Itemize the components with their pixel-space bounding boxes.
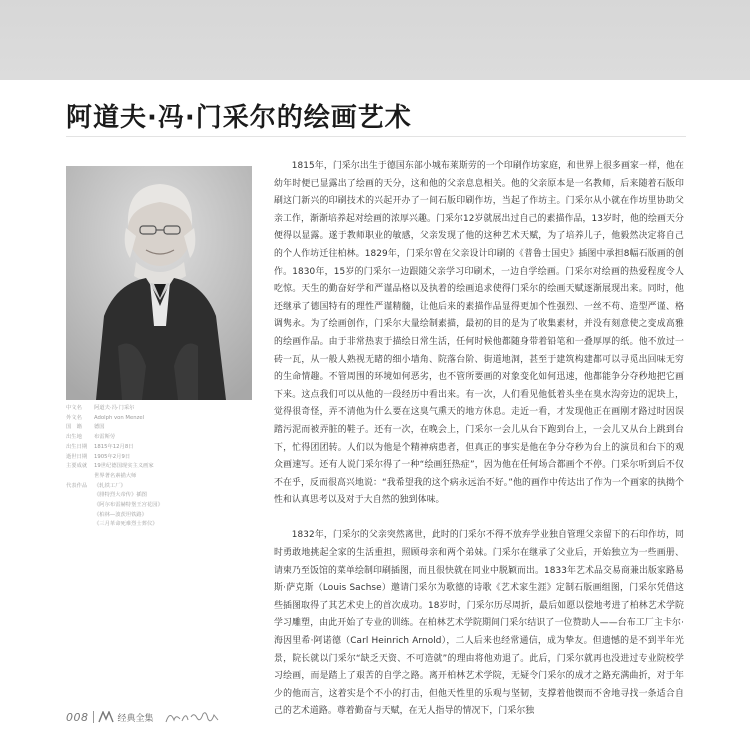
footer-divider xyxy=(93,711,94,723)
caption-label: 主要成就 xyxy=(66,463,88,470)
caption-label: 代表作品 xyxy=(66,482,88,489)
page-title: 阿道夫·冯·门采尔的绘画艺术 xyxy=(66,103,412,133)
caption-value: Adolph von Menzel xyxy=(94,414,145,421)
page-number: 008 xyxy=(66,710,89,724)
caption-work: 《柏林—波茨坦铁路》 xyxy=(94,511,147,518)
caption-label: 国 籍 xyxy=(66,424,82,431)
series-logo-icon xyxy=(98,711,114,723)
caption-value: 世界著名素描大师 xyxy=(94,472,137,479)
caption-row xyxy=(66,462,256,472)
title-divider xyxy=(66,136,686,137)
top-gray-band xyxy=(0,0,750,80)
caption-value: 阿道夫·冯·门采尔 xyxy=(94,405,135,411)
caption-label: 出生地 xyxy=(66,434,82,441)
signature-image xyxy=(164,708,220,726)
caption-label xyxy=(66,472,94,482)
paragraph: 1815年，门采尔出生于德国东部小城布莱斯劳的一个印刷作坊家庭，和世界上很多画家一样，他在幼年时便已显露出了绘画的天分，这和他的父亲息息相关。他的父亲原本是一名教师，后来随着石版印刷这门新兴的印刷技术的兴起开办了一间石版印刷作坊，当起了作坊主。门采尔从小就在作坊里协助父亲工作，渐渐培养起对绘画的浓厚兴趣。门采尔12岁就展出过自己的素描作品，13岁时，他的绘画天分便得以显露。遂于教师职业的敏感，父亲发现了他的这种艺术天赋，为了培养儿子，他毅然决定将自己的个人作坊迁往柏林。1829年，门采尔曾在父亲设计印刷的《普鲁士国史》插图中承担8幅石版画的创作。1830年，15岁的门采尔一边跟随父亲学习印刷术，一边自学绘画。门采尔对绘画的热爱程度令人吃惊。天生的勤奋好学和严谨品格以及执着的绘画追求使得门采尔的绘画天赋逐渐展现出来。同时，他还继承了德国特有的理性严谨精髓，让他后来的素描作品显得更加个性强烈、一丝不苟、造型严谨、格调隽永。为了绘画创作，门采尔大量绘制素描，最初的目的是为了收集素材，并没有刻意使之变成高雅的绘画作品。由于非常热衷于描绘日常生活，任何时候他都随身带着铅笔和一叠厚厚的纸。他不放过一砖一瓦，从一般人熟视无睹的细小墙角、院落台阶、街道地洞，甚至于建筑构建都可以寻觅出回味无穷的生命情趣。不管周围的环境如何恶劣，也不管所要画的对象变化如何迅速，他都能争分夺秒地把它画下来。这点我们可以从他的一段经历中看出来。有一次，人们看见他低着头坐在臭水沟旁边的泥块上，觉得很奇怪，弄不清他为什么要在这臭气熏天的地方休息。走近一看，才发现他正在画刚才路过时因误踏污泥而被弄脏的鞋子。还有一次，在晚会上，门采尔一会儿从台下跑到台上，一会儿又从台上跳到台下，忙得团团转。人们以为他是个精神病患者，但真正的事实是他在争分夺秒为台上的演员和台下的观众画速写。还有人说门采尔得了一种“绘画狂热症”，因为他在任何场合都画个不停。门采尔听到后不仅不在乎，反而很高兴地说：“我希望我的这个病永远治不好。”他的画作中传达出了作为一个画家的执拗个性和认真思考以及对于大自然的独到体味。 xyxy=(274,161,684,506)
caption-row xyxy=(66,433,256,443)
caption-row xyxy=(66,453,256,463)
caption-work: 《阿尔布雷赫特堡王宫花园》 xyxy=(94,502,163,509)
caption-label: 逝世日期 xyxy=(66,453,88,460)
portrait-illustration xyxy=(66,166,252,400)
caption-value: 德国 xyxy=(94,424,105,431)
caption-label: 出生日期 xyxy=(66,443,88,450)
caption-value: 19世纪德国现实主义画家 xyxy=(94,463,154,470)
caption-value: 1815年12月8日 xyxy=(94,443,134,450)
caption-label: 中文名 xyxy=(66,405,82,411)
caption-row xyxy=(66,472,256,482)
caption-work: 《三月革命死难烈士葬仪》 xyxy=(94,521,158,528)
caption-row xyxy=(66,423,256,433)
caption-row xyxy=(66,443,256,453)
caption-value: 《轧铁工厂》 xyxy=(94,482,126,489)
caption-row xyxy=(66,482,256,492)
caption-row xyxy=(66,414,256,424)
portrait-photo xyxy=(66,166,252,400)
caption-label: 外文名 xyxy=(66,414,82,421)
page-footer xyxy=(66,708,220,726)
caption-work: 《腓特烈大帝传》插图 xyxy=(94,492,147,499)
series-name: 经典全集 xyxy=(117,713,154,724)
paragraph: 1832年，门采尔的父亲突然离世，此时的门采尔不得不放弃学业独自管理父亲留下的石印作坊，同时勇敢地挑起全家的生活重担，照顾母亲和两个弟妹。门采尔在继承了父业后，开始独立为一些画册、请柬乃至饭馆的菜单绘制印刷插图，而且很快就在同业中脱颖而出。1833年艺术品交易商兼出版家路易斯·萨克斯（Louis Sachse）邀请门采尔为歌德的诗歌《艺术家生涯》定制石版画组图，门采尔凭借这些插图取得了其艺术史上的首次成功。18岁时，门采尔历尽周折，最后如愿以偿地考进了柏林艺术学院学习雕塑，由此开始了专业的训练。在柏林艺术学院期间门采尔结识了一位赞助人——台布工厂主卡尔·海因里希·阿诺德（Carl Heinrich Arnold），二人后来也经常通信，成为挚友。但遗憾的是不到半年光景，院长就以门采尔“缺乏天资、不可造就”的理由将他劝退了。此后，门采尔就再也没进过专业院校学习绘画，而是踏上了艰苦的自学之路。离开柏林艺术学院，无疑令门采尔的成才之路充满曲折，对于年少的他而言，这着实是个不小的打击，但他天性里的乐观与坚韧，支撑着他锲而不舍地寻找一条适合自己的艺术道路。尊着勤奋与天赋，在无人指导的情况下，门采尔独 xyxy=(274,530,684,717)
article-body xyxy=(274,158,684,721)
caption-value: 布雷斯劳 xyxy=(94,434,116,441)
biography-caption xyxy=(66,404,256,530)
caption-value: 1905年2月9日 xyxy=(94,453,131,460)
caption-row xyxy=(66,404,256,414)
